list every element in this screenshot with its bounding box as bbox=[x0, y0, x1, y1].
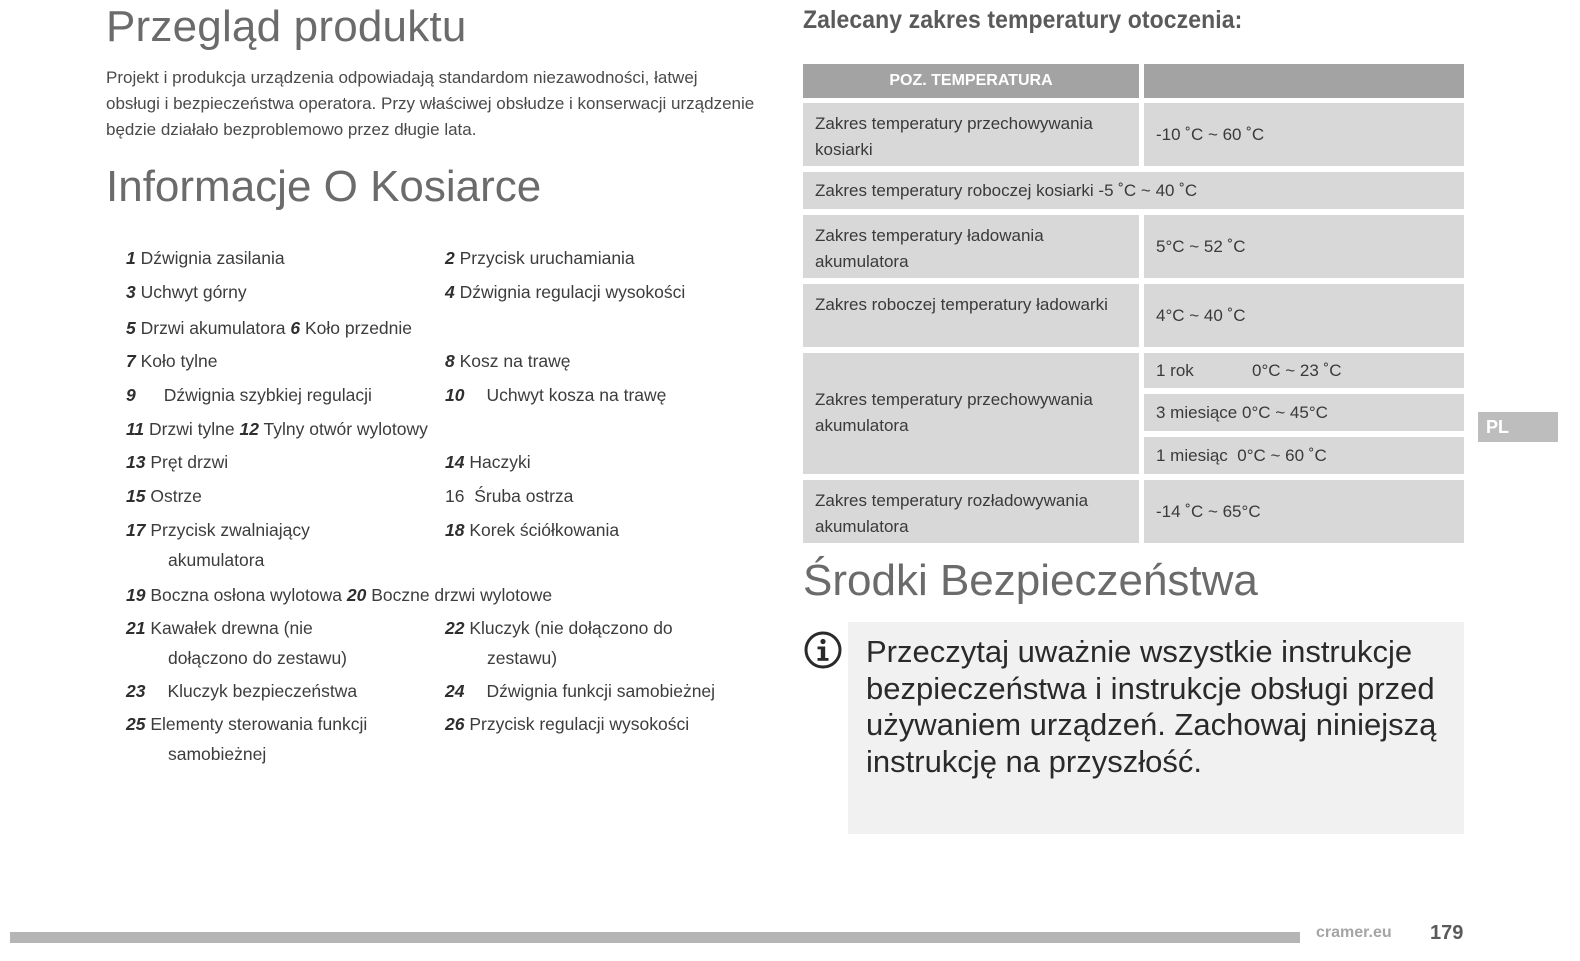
footer-brand: cramer.eu bbox=[1316, 924, 1392, 941]
part-item: 13 Pręt drzwi bbox=[126, 452, 229, 472]
part-item: 18 Korek ściółkowania bbox=[445, 520, 620, 540]
part-item: 22 Kluczyk (nie dołączono do zestawu) bbox=[445, 618, 673, 668]
info-circle-icon bbox=[803, 630, 843, 670]
page-number: 179 bbox=[1430, 922, 1464, 944]
part-item: 14 Haczyki bbox=[445, 452, 531, 472]
section-title-overview: Przegląd produktu bbox=[106, 2, 467, 51]
table-row-value: -14 ˚C ~ 65°C bbox=[1144, 480, 1464, 543]
table-row-label: Zakres roboczej temperatury ładowarki bbox=[803, 284, 1139, 347]
table-row-label-wide: Zakres temperatury roboczej kosiarki -5 ˚C ~ 40 ˚C bbox=[803, 172, 1464, 209]
part-item: 15 Ostrze bbox=[126, 486, 202, 506]
part-item: 10 Uchwyt kosza na trawę bbox=[445, 385, 667, 405]
part-item: 8 Kosz na trawę bbox=[445, 351, 571, 371]
table-header-cell: POZ. TEMPERATURA bbox=[803, 64, 1139, 98]
table-row-value: 5°C ~ 52 ˚C bbox=[1144, 215, 1464, 278]
table-subrow: 1 rok 0°C ~ 23 ˚C bbox=[1144, 353, 1464, 388]
part-item: 21 Kawałek drewna (nie dołączono do zestawu) bbox=[126, 618, 347, 668]
table-row-value: -10 ˚C ~ 60 ˚C bbox=[1144, 103, 1464, 166]
part-item: 26 Przycisk regulacji wysokości bbox=[445, 714, 690, 734]
language-tab-label: PL bbox=[1486, 417, 1510, 437]
section-title-temperature: Zalecany zakres temperatury otoczenia: bbox=[803, 6, 1243, 34]
table-row-label: Zakres temperatury ładowania akumulatora bbox=[803, 215, 1139, 278]
part-item: 17 Przycisk zwalniający akumulatora bbox=[126, 520, 310, 570]
part-item: 3 Uchwyt górny bbox=[126, 282, 247, 302]
part-item: 9 Dźwignia szybkiej regulacji bbox=[126, 385, 372, 405]
table-subrow: 1 miesiąc 0°C ~ 60 ˚C bbox=[1144, 437, 1464, 474]
table-row-label: Zakres temperatury przechowywania akumulatora bbox=[803, 353, 1139, 474]
table-subrow: 3 miesiące 0°C ~ 45°C bbox=[1144, 394, 1464, 431]
part-item: 11 Drzwi tylne 12 Tylny otwór wylotowy bbox=[126, 419, 428, 439]
part-item: 4 Dźwignia regulacji wysokości bbox=[445, 282, 686, 302]
table-row-label: Zakres temperatury rozładowywania akumulatora bbox=[803, 480, 1139, 543]
safety-note-text: Przeczytaj uważnie wszystkie instrukcje bezpieczeństwa i instrukcje obsługi przed używaniem urządzeń. Zachowaj niniejszą instrukcję na przyszłość. bbox=[866, 634, 1437, 779]
section-title-safety: Środki Bezpieczeństwa bbox=[803, 556, 1258, 605]
section-title-mower-info: Informacje O Kosiarce bbox=[106, 162, 542, 211]
table-row-label: Zakres temperatury przechowywania kosiarki bbox=[803, 103, 1139, 166]
table-header-cell-empty bbox=[1144, 64, 1464, 98]
language-tab bbox=[1478, 412, 1558, 442]
part-item: 25 Elementy sterowania funkcji samobieżnej bbox=[126, 714, 368, 764]
part-item: 16 Śruba ostrza bbox=[445, 486, 574, 506]
intro-paragraph: Projekt i produkcja urządzenia odpowiadają standardom niezawodności, łatwej obsługi i bezpieczeństwa operatora. Przy właściwej obsłudze i konserwacji urządzenie będzie działało bezproblemowo przez długie lata. bbox=[106, 68, 755, 139]
footer-bar bbox=[10, 932, 1300, 943]
part-item: 1 Dźwignia zasilania bbox=[126, 248, 285, 268]
part-item: 24 Dźwignia funkcji samobieżnej bbox=[445, 681, 716, 701]
part-item: 2 Przycisk uruchamiania bbox=[445, 248, 635, 268]
part-item: 19 Boczna osłona wylotowa 20 Boczne drzwi wylotowe bbox=[126, 585, 553, 605]
part-item: 5 Drzwi akumulatora 6 Koło przednie bbox=[126, 318, 413, 338]
part-item: 23 Kluczyk bezpieczeństwa bbox=[126, 681, 358, 701]
part-item: 7 Koło tylne bbox=[126, 351, 218, 371]
table-row-value: 4°C ~ 40 ˚C bbox=[1144, 284, 1464, 347]
